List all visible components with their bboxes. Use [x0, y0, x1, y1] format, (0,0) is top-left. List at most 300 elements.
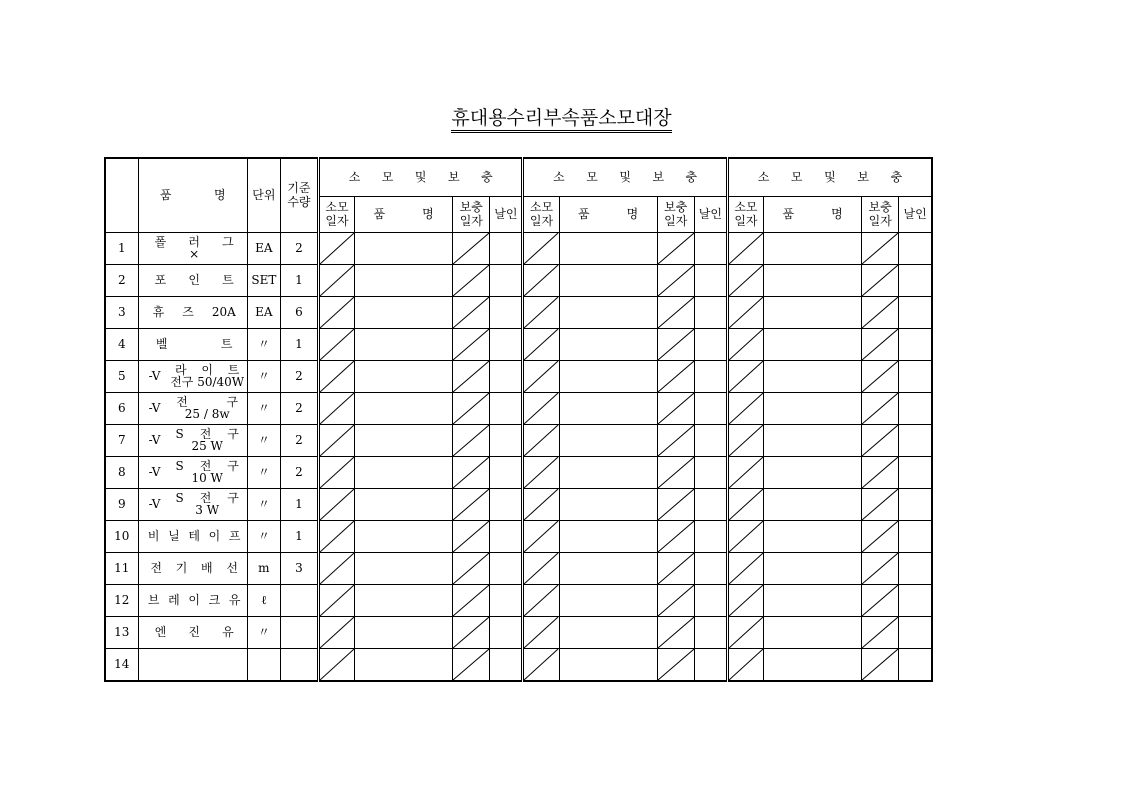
slash-cell[interactable]: [453, 424, 490, 456]
table-row: [105, 296, 932, 328]
item-base-qty: 2: [280, 424, 318, 456]
table-row: [105, 264, 932, 296]
consumed-item-name[interactable]: [559, 264, 657, 296]
slash-cell[interactable]: [862, 264, 899, 296]
diagonal-line: [320, 521, 354, 552]
diagonal-line: [524, 297, 558, 328]
page-title: 휴대용수리부속품소모대장: [0, 103, 1123, 130]
seal-cell[interactable]: [694, 328, 727, 360]
consumed-item-name[interactable]: [355, 520, 453, 552]
seal-cell[interactable]: [490, 648, 523, 681]
seal-cell[interactable]: [899, 648, 932, 681]
slash-cell[interactable]: [523, 648, 559, 681]
diagonal-line: [729, 425, 763, 456]
diagonal-line: [862, 393, 898, 424]
consumed-item-name[interactable]: [763, 392, 861, 424]
slash-cell[interactable]: [523, 232, 559, 264]
diagonal-line: [453, 297, 489, 328]
slash-cell[interactable]: [523, 488, 559, 520]
diagonal-line: [320, 329, 354, 360]
group-header-char: 소: [348, 170, 361, 185]
table-row: [105, 456, 932, 488]
slash-cell[interactable]: [453, 264, 490, 296]
seal-cell[interactable]: [490, 552, 523, 584]
item-unit: 〃: [247, 616, 280, 648]
item-spec: 전구 50/40W: [170, 375, 245, 389]
diagonal-line: [320, 649, 354, 680]
diagonal-line: [453, 489, 489, 520]
consumed-item-name[interactable]: [355, 648, 453, 681]
diagonal-line: [453, 617, 489, 648]
table-row: [105, 552, 932, 584]
diagonal-line: [862, 297, 898, 328]
diagonal-line: [729, 617, 763, 648]
item-unit: [247, 648, 280, 681]
seal-cell[interactable]: [490, 424, 523, 456]
slash-cell[interactable]: [318, 424, 354, 456]
item-unit: EA: [247, 232, 280, 264]
slash-cell[interactable]: [453, 296, 490, 328]
consumed-item-name[interactable]: [763, 520, 861, 552]
consumed-item-name[interactable]: [559, 648, 657, 681]
diagonal-line: [320, 585, 354, 616]
diagonal-line: [658, 617, 694, 648]
item-prefix: -V: [148, 497, 161, 511]
header-unit: 단위: [247, 158, 280, 232]
item-name: 포 인 트: [138, 264, 247, 296]
consumed-item-name[interactable]: [355, 232, 453, 264]
slash-cell[interactable]: [453, 520, 490, 552]
slash-cell[interactable]: [862, 232, 899, 264]
header-sub-item-name: 품 명: [763, 196, 861, 232]
consumed-item-name[interactable]: [559, 296, 657, 328]
consumed-item-name[interactable]: [355, 616, 453, 648]
slash-cell[interactable]: [657, 552, 694, 584]
diagonal-line: [524, 265, 558, 296]
diagonal-line: [524, 361, 558, 392]
consumed-item-name[interactable]: [355, 264, 453, 296]
slash-cell[interactable]: [523, 264, 559, 296]
slash-cell[interactable]: [657, 648, 694, 681]
seal-cell[interactable]: [490, 296, 523, 328]
slash-cell[interactable]: [862, 424, 899, 456]
slash-cell[interactable]: [453, 584, 490, 616]
consumed-item-name[interactable]: [559, 488, 657, 520]
seal-cell[interactable]: [899, 328, 932, 360]
seal-cell[interactable]: [899, 360, 932, 392]
row-number: 5: [105, 360, 138, 392]
slash-cell[interactable]: [727, 488, 763, 520]
slash-cell[interactable]: [657, 520, 694, 552]
seal-cell[interactable]: [899, 232, 932, 264]
header-item-name: 품 명: [138, 158, 247, 232]
row-number: 7: [105, 424, 138, 456]
seal-cell[interactable]: [694, 520, 727, 552]
slash-cell[interactable]: [862, 360, 899, 392]
slash-cell[interactable]: [657, 424, 694, 456]
slash-cell[interactable]: [453, 360, 490, 392]
diagonal-line: [729, 361, 763, 392]
slash-cell[interactable]: [862, 584, 899, 616]
diagonal-line: [524, 521, 558, 552]
consumed-item-name[interactable]: [559, 520, 657, 552]
slash-cell[interactable]: [453, 456, 490, 488]
slash-cell[interactable]: [657, 264, 694, 296]
item-name: 폴 러 그 ×: [138, 232, 247, 264]
slash-cell[interactable]: [862, 456, 899, 488]
diagonal-line: [729, 489, 763, 520]
slash-cell[interactable]: [727, 520, 763, 552]
row-number: 11: [105, 552, 138, 584]
seal-cell[interactable]: [490, 328, 523, 360]
slash-cell[interactable]: [523, 456, 559, 488]
slash-cell[interactable]: [523, 520, 559, 552]
header-no: [105, 158, 138, 232]
consumed-item-name[interactable]: [763, 648, 861, 681]
slash-cell[interactable]: [523, 616, 559, 648]
item-base-qty: 1: [280, 488, 318, 520]
consumed-item-name[interactable]: [763, 264, 861, 296]
consumed-item-name[interactable]: [355, 360, 453, 392]
slash-cell[interactable]: [657, 360, 694, 392]
item-name: 브 레 이 크 유: [138, 584, 247, 616]
consumed-item-name[interactable]: [355, 424, 453, 456]
diagonal-line: [658, 457, 694, 488]
header-base-qty: 기준 수량: [280, 158, 318, 232]
seal-cell[interactable]: [899, 424, 932, 456]
row-number: 9: [105, 488, 138, 520]
diagonal-line: [729, 393, 763, 424]
item-base-qty: 1: [280, 328, 318, 360]
slash-cell[interactable]: [453, 392, 490, 424]
slash-cell[interactable]: [727, 296, 763, 328]
consumed-item-name[interactable]: [355, 488, 453, 520]
slash-cell[interactable]: [862, 488, 899, 520]
diagonal-line: [658, 585, 694, 616]
group-header-char: 충: [890, 170, 903, 185]
consumed-item-name[interactable]: [559, 552, 657, 584]
seal-cell[interactable]: [694, 264, 727, 296]
diagonal-line: [524, 393, 558, 424]
item-base-qty: 2: [280, 456, 318, 488]
diagonal-line: [862, 649, 898, 680]
seal-cell[interactable]: [490, 616, 523, 648]
slash-cell[interactable]: [727, 552, 763, 584]
consumed-item-name[interactable]: [763, 360, 861, 392]
table-row: [105, 616, 932, 648]
slash-cell[interactable]: [318, 232, 354, 264]
diagonal-line: [320, 265, 354, 296]
seal-cell[interactable]: [490, 232, 523, 264]
slash-cell[interactable]: [657, 328, 694, 360]
slash-cell[interactable]: [862, 328, 899, 360]
slash-cell[interactable]: [727, 232, 763, 264]
slash-cell[interactable]: [453, 552, 490, 584]
item-prefix: -V: [148, 433, 161, 447]
diagonal-line: [320, 361, 354, 392]
seal-cell[interactable]: [490, 488, 523, 520]
slash-cell[interactable]: [318, 648, 354, 681]
item-unit: SET: [247, 264, 280, 296]
consumed-item-name[interactable]: [559, 456, 657, 488]
diagonal-line: [658, 265, 694, 296]
slash-cell[interactable]: [318, 264, 354, 296]
seal-cell[interactable]: [899, 392, 932, 424]
seal-cell[interactable]: [694, 488, 727, 520]
consumed-item-name[interactable]: [355, 584, 453, 616]
seal-cell[interactable]: [490, 360, 523, 392]
slash-cell[interactable]: [727, 392, 763, 424]
diagonal-line: [320, 553, 354, 584]
item-name: 엔 진 유: [138, 616, 247, 648]
slash-cell[interactable]: [862, 520, 899, 552]
slash-cell[interactable]: [318, 360, 354, 392]
consumed-item-name[interactable]: [355, 456, 453, 488]
diagonal-line: [862, 425, 898, 456]
seal-cell[interactable]: [899, 616, 932, 648]
diagonal-line: [320, 297, 354, 328]
diagonal-line: [453, 457, 489, 488]
slash-cell[interactable]: [523, 360, 559, 392]
slash-cell[interactable]: [318, 456, 354, 488]
diagonal-line: [729, 457, 763, 488]
diagonal-line: [524, 329, 558, 360]
consumed-item-name[interactable]: [559, 328, 657, 360]
consumed-item-name[interactable]: [763, 456, 861, 488]
item-unit: m: [247, 552, 280, 584]
diagonal-line: [729, 585, 763, 616]
seal-cell[interactable]: [694, 584, 727, 616]
header-refill-date: 보충 일자: [862, 196, 899, 232]
consumed-item-name[interactable]: [763, 328, 861, 360]
diagonal-line: [862, 265, 898, 296]
table-row: [105, 232, 932, 264]
item-base-qty: [280, 616, 318, 648]
slash-cell[interactable]: [727, 360, 763, 392]
diagonal-line: [658, 361, 694, 392]
seal-cell[interactable]: [899, 584, 932, 616]
row-number: 14: [105, 648, 138, 681]
item-base-qty: [280, 648, 318, 681]
seal-cell[interactable]: [694, 232, 727, 264]
slash-cell[interactable]: [318, 296, 354, 328]
consumed-item-name[interactable]: [355, 392, 453, 424]
seal-cell[interactable]: [490, 456, 523, 488]
consumed-item-name[interactable]: [763, 296, 861, 328]
diagonal-line: [453, 361, 489, 392]
slash-cell[interactable]: [862, 296, 899, 328]
slash-cell[interactable]: [862, 616, 899, 648]
consumed-item-name[interactable]: [559, 424, 657, 456]
diagonal-line: [524, 489, 558, 520]
consumed-item-name[interactable]: [559, 616, 657, 648]
seal-cell[interactable]: [490, 584, 523, 616]
seal-cell[interactable]: [694, 360, 727, 392]
slash-cell[interactable]: [523, 552, 559, 584]
consumed-item-name[interactable]: [763, 488, 861, 520]
slash-cell[interactable]: [523, 424, 559, 456]
slash-cell[interactable]: [453, 488, 490, 520]
diagonal-line: [453, 649, 489, 680]
slash-cell[interactable]: [657, 456, 694, 488]
table-row: [105, 520, 932, 552]
seal-cell[interactable]: [899, 456, 932, 488]
item-base-qty: 3: [280, 552, 318, 584]
seal-cell[interactable]: [899, 552, 932, 584]
table-row: [105, 328, 932, 360]
item-name: 전 기 배 선: [138, 552, 247, 584]
diagonal-line: [658, 393, 694, 424]
item-name: -V S 전 구 25 W: [138, 424, 247, 456]
item-base-qty: 6: [280, 296, 318, 328]
seal-cell[interactable]: [694, 616, 727, 648]
header-seal: 날인: [694, 196, 727, 232]
item-unit: EA: [247, 296, 280, 328]
header-refill-date: 보충 일자: [657, 196, 694, 232]
slash-cell[interactable]: [453, 328, 490, 360]
diagonal-line: [453, 585, 489, 616]
header-group-1: [318, 158, 522, 196]
diagonal-line: [524, 553, 558, 584]
slash-cell[interactable]: [318, 328, 354, 360]
diagonal-line: [658, 329, 694, 360]
slash-cell[interactable]: [318, 552, 354, 584]
consumed-item-name[interactable]: [559, 232, 657, 264]
seal-cell[interactable]: [694, 456, 727, 488]
diagonal-line: [729, 265, 763, 296]
diagonal-line: [453, 233, 489, 264]
group-header-char: 충: [685, 170, 698, 185]
diagonal-line: [729, 649, 763, 680]
consumed-item-name[interactable]: [559, 392, 657, 424]
diagonal-line: [658, 553, 694, 584]
slash-cell[interactable]: [318, 520, 354, 552]
slash-cell[interactable]: [523, 328, 559, 360]
diagonal-line: [658, 649, 694, 680]
slash-cell[interactable]: [318, 584, 354, 616]
consumed-item-name[interactable]: [355, 328, 453, 360]
slash-cell[interactable]: [657, 392, 694, 424]
item-name: 휴 즈 20A: [138, 296, 247, 328]
slash-cell[interactable]: [523, 584, 559, 616]
header-sub-item-name: 품 명: [355, 196, 453, 232]
diagonal-line: [729, 553, 763, 584]
slash-cell[interactable]: [657, 584, 694, 616]
seal-cell[interactable]: [694, 552, 727, 584]
item-prefix: -V: [148, 369, 161, 383]
table-row: [105, 360, 932, 392]
seal-cell[interactable]: [490, 520, 523, 552]
item-name: -V 라 이 트 전구 50/40W: [138, 360, 247, 392]
slash-cell[interactable]: [727, 328, 763, 360]
group-header-char: 모: [381, 170, 394, 185]
consumed-item-name[interactable]: [559, 360, 657, 392]
item-base-qty: 2: [280, 360, 318, 392]
slash-cell[interactable]: [453, 648, 490, 681]
table-row: [105, 488, 932, 520]
diagonal-line: [658, 297, 694, 328]
slash-cell[interactable]: [727, 616, 763, 648]
table-row: [105, 424, 932, 456]
diagonal-line: [320, 457, 354, 488]
slash-cell[interactable]: [727, 584, 763, 616]
seal-cell[interactable]: [899, 264, 932, 296]
seal-cell[interactable]: [899, 520, 932, 552]
consumed-item-name[interactable]: [559, 584, 657, 616]
diagonal-line: [862, 233, 898, 264]
slash-cell[interactable]: [727, 424, 763, 456]
slash-cell[interactable]: [453, 616, 490, 648]
item-name: -V 전 구 25 / 8w: [138, 392, 247, 424]
seal-cell[interactable]: [899, 488, 932, 520]
diagonal-line: [524, 649, 558, 680]
diagonal-line: [658, 425, 694, 456]
row-number: 2: [105, 264, 138, 296]
item-spec: ×: [189, 247, 200, 261]
consumed-item-name[interactable]: [355, 296, 453, 328]
slash-cell[interactable]: [318, 392, 354, 424]
consumed-item-name[interactable]: [763, 424, 861, 456]
slash-cell[interactable]: [727, 456, 763, 488]
diagonal-line: [524, 617, 558, 648]
diagonal-line: [658, 233, 694, 264]
seal-cell[interactable]: [899, 296, 932, 328]
consumed-item-name[interactable]: [763, 552, 861, 584]
slash-cell[interactable]: [727, 264, 763, 296]
group-header-char: 및: [824, 170, 836, 185]
item-base-qty: 1: [280, 264, 318, 296]
slash-cell[interactable]: [523, 392, 559, 424]
slash-cell[interactable]: [862, 392, 899, 424]
consumed-item-name[interactable]: [355, 552, 453, 584]
row-number: 4: [105, 328, 138, 360]
seal-cell[interactable]: [490, 392, 523, 424]
consumed-item-name[interactable]: [763, 584, 861, 616]
seal-cell[interactable]: [694, 296, 727, 328]
slash-cell[interactable]: [657, 488, 694, 520]
slash-cell[interactable]: [318, 488, 354, 520]
group-header-char: 및: [619, 170, 631, 185]
slash-cell[interactable]: [523, 296, 559, 328]
item-name: [138, 648, 247, 681]
slash-cell[interactable]: [862, 648, 899, 681]
item-name: -V S 전 구 3 W: [138, 488, 247, 520]
slash-cell[interactable]: [657, 296, 694, 328]
table-row: [105, 648, 932, 681]
group-header-char: 모: [790, 170, 803, 185]
slash-cell[interactable]: [453, 232, 490, 264]
item-unit: 〃: [247, 392, 280, 424]
consumed-item-name[interactable]: [763, 616, 861, 648]
item-name: 비 닐 테 이 프: [138, 520, 247, 552]
slash-cell[interactable]: [657, 616, 694, 648]
group-header-char: 보: [857, 170, 869, 185]
consumed-item-name[interactable]: [763, 232, 861, 264]
diagonal-line: [862, 521, 898, 552]
slash-cell[interactable]: [727, 648, 763, 681]
slash-cell[interactable]: [657, 232, 694, 264]
row-number: 1: [105, 232, 138, 264]
group-header-char: 소: [553, 170, 565, 185]
header-row-1: [105, 158, 932, 196]
seal-cell[interactable]: [490, 264, 523, 296]
slash-cell[interactable]: [862, 552, 899, 584]
diagonal-line: [524, 457, 558, 488]
seal-cell[interactable]: [694, 424, 727, 456]
seal-cell[interactable]: [694, 392, 727, 424]
slash-cell[interactable]: [318, 616, 354, 648]
seal-cell[interactable]: [694, 648, 727, 681]
